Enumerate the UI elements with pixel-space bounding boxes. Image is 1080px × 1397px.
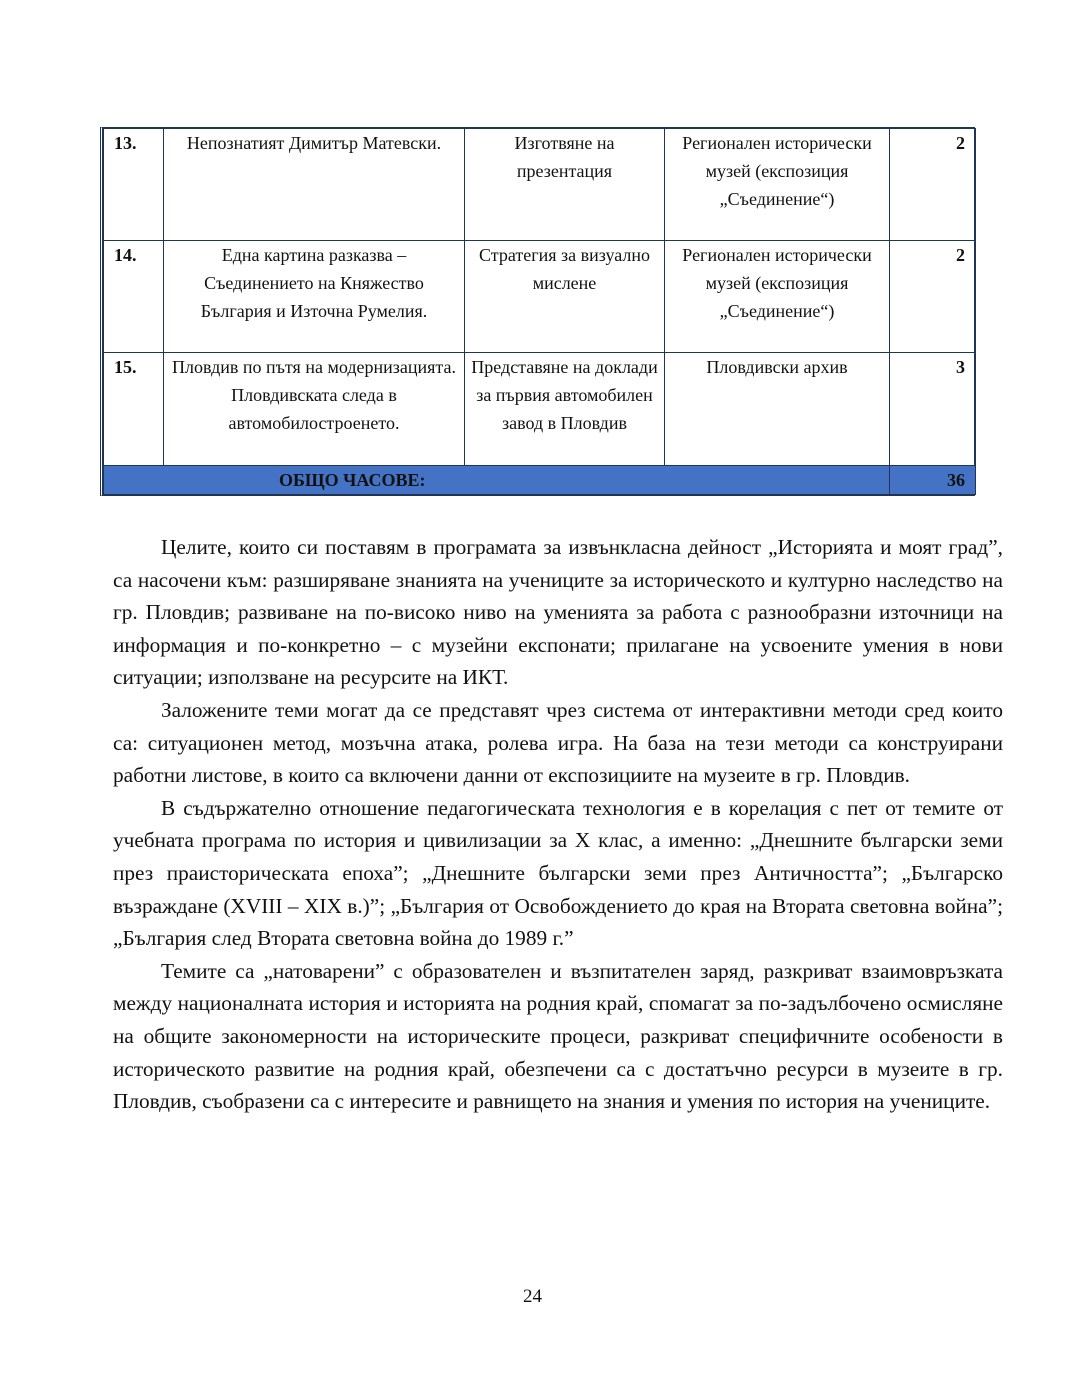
- row-number: 14.: [104, 241, 164, 353]
- row-topic: Една картина разказва – Съединението на Княжество България и Източна Румелия.: [164, 241, 465, 353]
- row-number: 13.: [104, 129, 164, 241]
- paragraph-topics: Темите са „натоварени” с образователен и възпитателен заряд, разкриват взаимовръзката между националната история и историята на родния край, спомагат за по-задълбочено осмисляне на общите закономерности на историческите процеси, разкриват специфичните особености в историческото развитие на родния край, обезпечени са с достатъчно ресурси в музеите в гр. Пловдив, съобразени са с интересите и равнището на знания и умения по история на учениците.: [113, 958, 1003, 1114]
- row-place: Регионален исторически музей (експозиция „Съединение“): [665, 241, 890, 353]
- total-row: [104, 466, 976, 495]
- row-hours: 3: [890, 353, 976, 466]
- row-method: Представяне на доклади за първия автомобилен завод в Пловдив: [465, 353, 665, 466]
- paragraph-curriculum: В съдържателно отношение педагогическата технология е в корелация с пет от темите от учебната програма по история и цивилизации за Х клас, а именно: „Днешните български земи през праисторическата епоха”; „Днешните български земи през Античността”; „Българско възраждане (XVIII – XIX в.)”; „България от Освобождението до края на Втората световна война”; „България след Втората световна война до 1989 г.”: [113, 795, 1003, 951]
- row-method: Изготвяне на презентация: [465, 129, 665, 241]
- table-row: [104, 241, 976, 353]
- total-label: ОБЩО ЧАСОВЕ:: [104, 466, 890, 495]
- row-number: 15.: [104, 353, 164, 466]
- page-number: 24: [523, 1286, 542, 1307]
- row-hours: 2: [890, 241, 976, 353]
- paragraph-goals: Целите, които си поставям в програмата за извънкласна дейност „Историята и моят град”, са насочени към: разширяване знанията на учениците за историческото и културно наследство на гр. Пловдив; развиване на по-високо ниво на уменията за работа с разнообразни източници на информация и по-конкретно – с музейни експонати; прилагане на усвоените умения в нови ситуации; използване на ресурсите на ИКТ.: [113, 535, 1003, 690]
- row-hours: 2: [890, 129, 976, 241]
- table-row: [104, 353, 976, 466]
- body-text: [113, 531, 1003, 1118]
- row-method: Стратегия за визуално мислене: [465, 241, 665, 353]
- row-place: Пловдивски архив: [665, 353, 890, 466]
- row-topic: Непознатият Димитър Матевски.: [164, 129, 465, 241]
- row-place: Регионален исторически музей (експозиция „Съединение“): [665, 129, 890, 241]
- schedule-table: [100, 127, 975, 496]
- total-hours: 36: [890, 466, 976, 495]
- table-row: [104, 129, 976, 241]
- row-topic: Пловдив по пътя на модернизацията. Пловдивската следа в автомобилостроенето.: [164, 353, 465, 466]
- paragraph-methods: Заложените теми могат да се представят чрез система от интерактивни методи сред които са: ситуационен метод, мозъчна атака, ролева игра. На база на тези методи са конструирани работни листове, в които са включени данни от експозициите на музеите в гр. Пловдив.: [113, 697, 1003, 788]
